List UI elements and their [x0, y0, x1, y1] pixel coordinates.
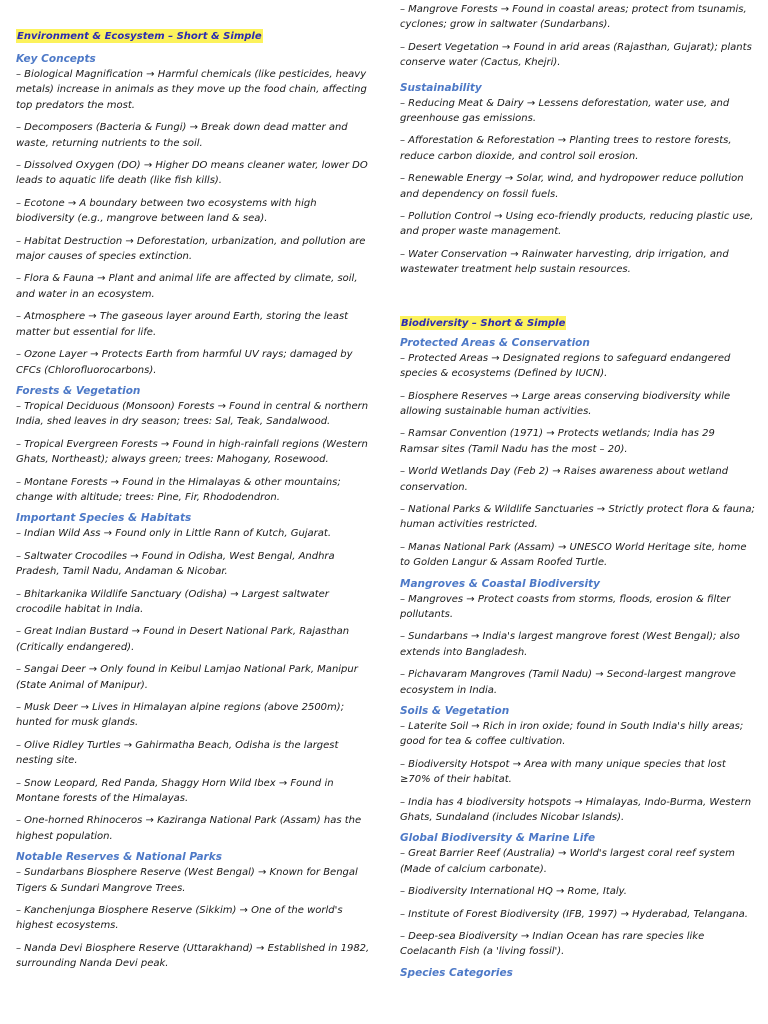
list-item: – Laterite Soil → Rich in iron oxide; found in South India's hilly areas; good for tea & coffee cultivation. [400, 721, 744, 748]
section-heading: Important Species & Habitats [16, 512, 192, 525]
section [400, 831, 756, 959]
list-item: – Ecotone → A boundary between two ecosystems with high biodiversity (e.g., mangrove between land & sea). [16, 197, 317, 225]
list-item: – Bhitarkanika Wildlife Sanctuary (Odisha) → Largest saltwater crocodile habitat in India. [16, 588, 329, 615]
list-item: – Biosphere Reserves → Large areas conserving biodiversity while allowing sustainable human activities. [400, 390, 731, 417]
section [16, 850, 372, 971]
list-item: – Dissolved Oxygen (DO) → Higher DO means cleaner water, lower DO leads to aquatic life death (like fish kills). [16, 160, 368, 187]
section-heading: Global Biodiversity & Marine Life [400, 832, 596, 845]
list-item: – Sangai Deer → Only found in Keibul Lamjao National Park, Manipur (State Animal of Manipur). [16, 664, 358, 691]
section-heading: Sustainability [400, 81, 482, 94]
list-item: – Musk Deer → Lives in Himalayan alpine regions (above 2500m); hunted for musk glands. [16, 702, 345, 729]
list-item: – Sundarbans → India's largest mangrove forest (West Bengal); also extends into Bangladesh. [400, 631, 740, 658]
list-item: – India has 4 biodiversity hotspots → Himalayas, Indo-Burma, Western Ghats, Sundaland (includes Nicobar Islands). [400, 796, 752, 824]
section-heading: Mangroves & Coastal Biodiversity [400, 577, 601, 590]
list-item: – Habitat Destruction → Deforestation, urbanization, and pollution are major causes of species extinction. [16, 235, 366, 263]
list-item: – World Wetlands Day (Feb 2) → Raises awareness about wetland conservation. [400, 466, 729, 493]
section [16, 384, 372, 505]
list-item: – Kanchenjunga Biosphere Reserve (Sikkim) → One of the world's highest ecosystems. [16, 905, 343, 932]
list-item: – Snow Leopard, Red Panda, Shaggy Horn Wild Ibex → Found in Montane forests of the Himalayas. [16, 777, 334, 805]
section [16, 511, 372, 844]
list-item: – Biodiversity Hotspot → Area with many unique species that lost ≥70% of their habitat. [400, 758, 726, 786]
list-item: – Mangroves → Protect coasts from storms, floods, erosion & filter pollutants. [400, 593, 731, 620]
list-item: – Saltwater Crocodiles → Found in Odisha, West Bengal, Andhra Pradesh, Tamil Nadu, Andaman & Nicobar. [16, 550, 335, 578]
list-item: – National Parks & Wildlife Sanctuaries → Strictly protect flora & fauna; human activities restricted. [400, 503, 755, 531]
section [400, 81, 756, 278]
list-item: – Great Indian Bustard → Found in Desert National Park, Rajasthan (Critically endangered). [16, 626, 350, 653]
section-heading: Notable Reserves & National Parks [16, 851, 222, 864]
list-item: – Afforestation & Reforestation → Planting trees to restore forests, reduce carbon dioxide, and control soil erosion. [400, 135, 732, 162]
right-top-items [400, 2, 756, 71]
list-item: – Protected Areas → Designated regions to safeguard endangered species & ecosystems (Defined by IUCN). [400, 352, 731, 380]
list-item: – Manas National Park (Assam) → UNESCO World Heritage site, home to Golden Langur & Assam Roofed Turtle. [400, 541, 747, 569]
list-item: – Institute of Forest Biodiversity (IFB, 1997) → Hyderabad, Telangana. [400, 908, 748, 920]
section-heading: Protected Areas & Conservation [400, 336, 590, 349]
section [400, 336, 756, 571]
section-title: Biodiversity – Short & Simple [401, 317, 566, 329]
list-item: – One-horned Rhinoceros → Kaziranga National Park (Assam) has the highest population. [16, 815, 362, 842]
section [400, 704, 756, 825]
list-item: – Atmosphere → The gaseous layer around Earth, storing the least matter but essential for life. [16, 311, 349, 338]
list-item: – Tropical Evergreen Forests → Found in high-rainfall regions (Western Ghats, Northeast); always green; trees: Mahogany, Rosewood. [16, 438, 368, 466]
list-item: – Nanda Devi Biosphere Reserve (Uttarakhand) → Established in 1982, surrounding Nanda Devi peak. [16, 942, 370, 970]
list-item: – Ramsar Convention (1971) → Protects wetlands; India has 29 Ramsar sites (Tamil Nadu has the most – 20). [400, 428, 715, 455]
list-item: – Water Conservation → Rainwater harvesting, drip irrigation, and wastewater treatment help sustain resources. [400, 248, 729, 276]
list-item: – Great Barrier Reef (Australia) → World's largest coral reef system (Made of calcium carbonate). [400, 848, 735, 875]
section-heading: Soils & Vegetation [400, 705, 510, 717]
list-item: – Renewable Energy → Solar, wind, and hydropower reduce pollution and dependency on fossil fuels. [400, 173, 744, 200]
section [400, 966, 756, 981]
page-title: Environment & Ecosystem – Short & Simple [17, 31, 262, 42]
list-item: – Flora & Fauna → Plant and animal life are affected by climate, soil, and water in an ecosystem. [16, 273, 358, 300]
right-sections-b [400, 336, 756, 981]
list-item: – Reducing Meat & Dairy → Lessens deforestation, water use, and greenhouse gas emissions. [400, 97, 730, 125]
section [16, 52, 372, 378]
list-item: – Biological Magnification → Harmful chemicals (like pesticides, heavy metals) increase in animals as they move up the food chain, affecting top predators the most. [16, 69, 367, 111]
list-item: – Montane Forests → Found in the Himalayas & other mountains; change with altitude; trees: Pine, Fir, Rhododendron. [16, 476, 341, 503]
list-item: – Olive Ridley Turtles → Gahirmatha Beach, Odisha is the largest nesting site. [16, 739, 339, 767]
right-title-wrap [400, 311, 756, 330]
section-heading: Forests & Vegetation [16, 384, 141, 397]
section [400, 577, 756, 698]
list-item: – Ozone Layer → Protects Earth from harmful UV rays; damaged by CFCs (Chlorofluorocarbons). [16, 349, 353, 376]
list-item: – Desert Vegetation → Found in arid areas (Rajasthan, Gujarat); plants conserve water (Cactus, Khejri). [400, 41, 752, 69]
list-item: – Pollution Control → Using eco-friendly products, reducing plastic use, and proper waste management. [400, 211, 754, 238]
list-item: – Indian Wild Ass → Found only in Little Rann of Kutch, Gujarat. [16, 528, 332, 540]
list-item: – Mangrove Forests → Found in coastal areas; protect from tsunamis, cyclones; grow in saltwater (Sundarbans). [400, 4, 747, 31]
left-title-wrap [16, 24, 372, 43]
list-item: – Decomposers (Bacteria & Fungi) → Break down dead matter and waste, returning nutrients to the soil. [16, 122, 348, 149]
section-heading: Key Concepts [16, 53, 96, 65]
left-column [16, 0, 372, 972]
list-item: – Pichavaram Mangroves (Tamil Nadu) → Second-largest mangrove ecosystem in India. [400, 669, 736, 696]
section-heading: Species Categories [400, 966, 513, 979]
list-item: – Sundarbans Biosphere Reserve (West Bengal) → Known for Bengal Tigers & Sundari Mangrove Trees. [16, 867, 358, 894]
right-column [400, 0, 756, 981]
list-item: – Deep-sea Biodiversity → Indian Ocean has rare species like Coelacanth Fish (a 'living fossil'). [400, 931, 705, 958]
list-item: – Tropical Deciduous (Monsoon) Forests → Found in central & northern India, shed leaves in dry season; trees: Sal, Teak, Sandalwood. [16, 400, 369, 428]
right-sections-a [400, 81, 756, 278]
list-item: – Biodiversity International HQ → Rome, Italy. [400, 886, 627, 898]
left-sections [16, 52, 372, 972]
